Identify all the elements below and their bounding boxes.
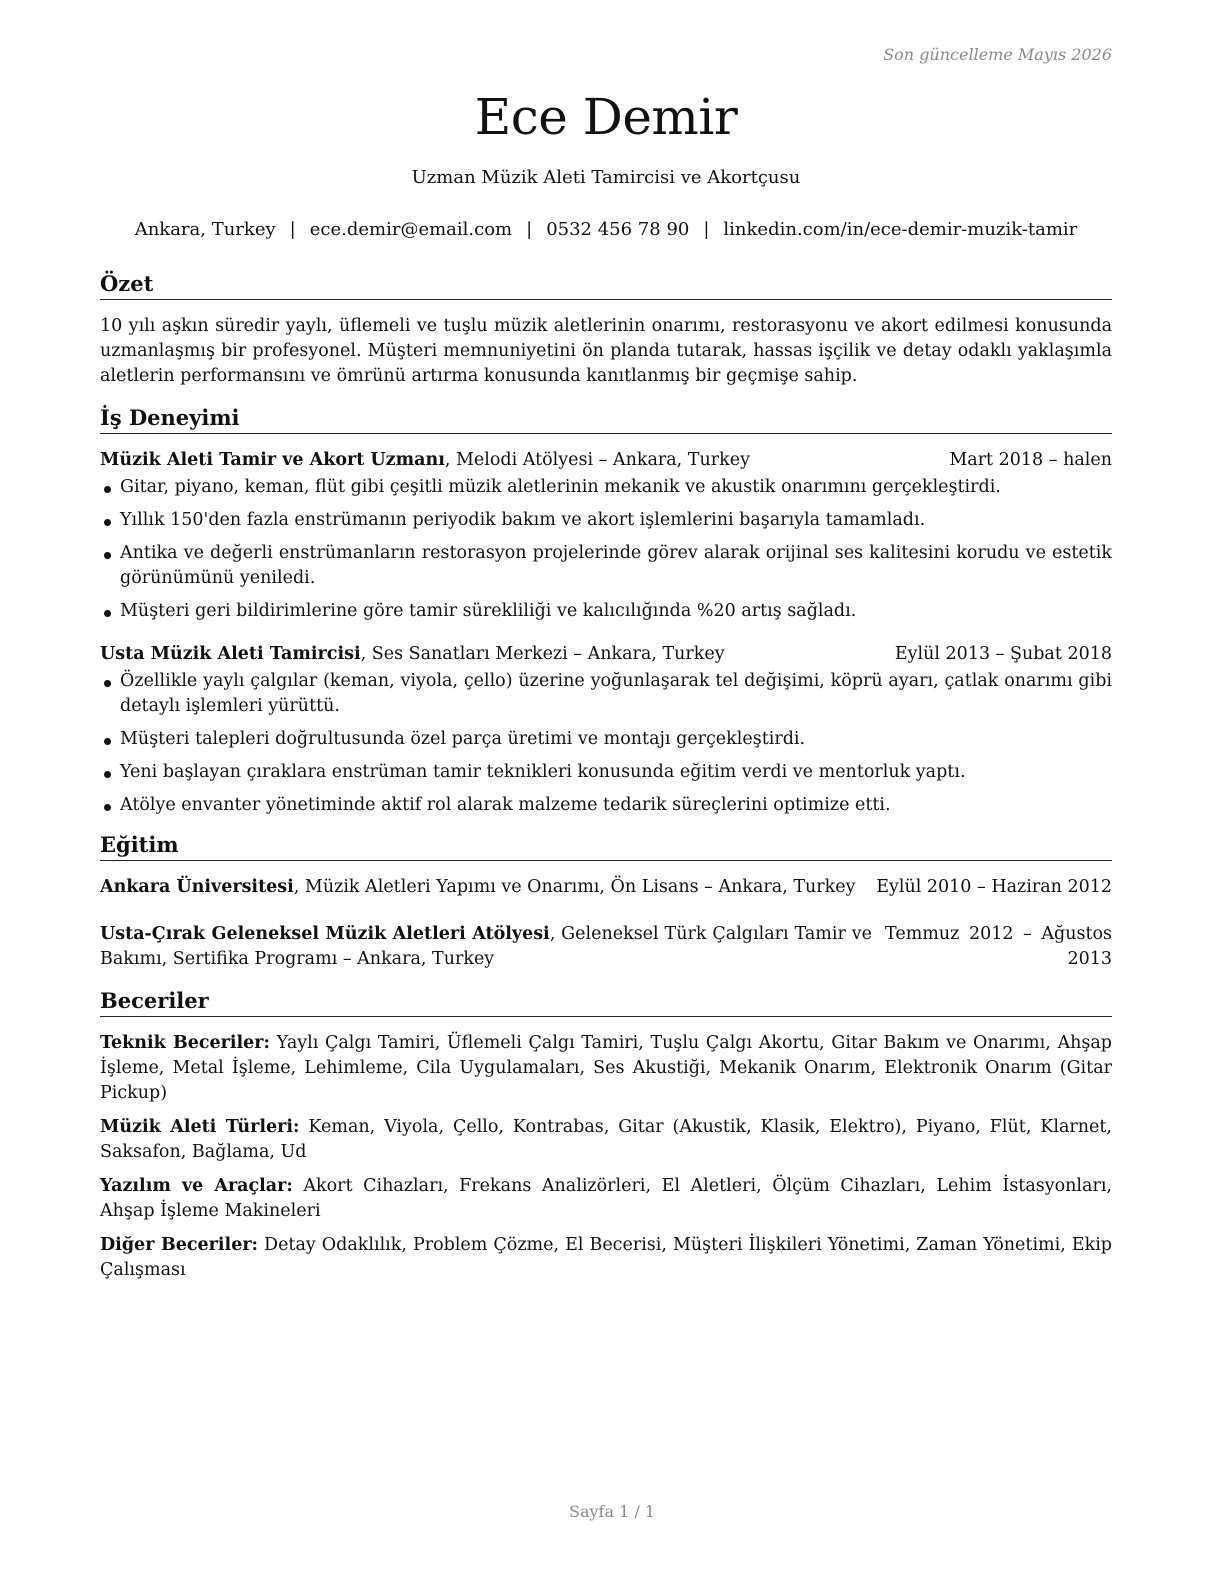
contact-separator: |	[289, 219, 296, 240]
job-dates: Mart 2018 – halen	[949, 450, 1112, 470]
job-place: , Ses Sanatları Merkezi – Ankara, Turkey	[360, 644, 725, 664]
skill-group	[100, 1031, 1112, 1106]
education-dates: Temmuz 2012 – Ağustos 2013	[885, 924, 1112, 969]
skill-text: Akort Cihazları, Frekans Analizörleri, El Aletleri, Ölçüm Cihazları, Lehim İstasyonları, Ahşap İşleme Makineleri	[100, 1176, 1112, 1221]
job-header	[100, 642, 1112, 667]
skill-label: Diğer Beceriler:	[100, 1235, 259, 1255]
education-detail: , Müzik Aletleri Yapımı ve Onarımı, Ön Lisans – Ankara, Turkey	[293, 877, 856, 897]
skill-group	[100, 1115, 1112, 1165]
summary-text: 10 yılı aşkın süredir yaylı, üflemeli ve tuşlu müzik aletlerinin onarımı, restorasyonu ve akort edilmesi konusunda uzmanlaşmış bir profesyonel. Müşteri memnuniyetini ön planda tutarak, hassas işçilik ve detay odaklı yaklaşımla aletlerin performansını ve ömrünü artırma konusunda kanıtlanmış bir geçmişe sahip.	[100, 316, 1112, 386]
bullet-icon	[104, 804, 111, 811]
list-item	[100, 541, 1112, 591]
list-item	[100, 727, 1112, 752]
bullet-icon	[104, 486, 111, 493]
last-updated: Son güncelleme Mayıs 2026	[883, 45, 1112, 64]
bullet-icon	[104, 610, 111, 617]
skill-label: Müzik Aleti Türleri:	[100, 1117, 300, 1137]
contact-email[interactable]: ece.demir@email.com	[309, 219, 513, 240]
skill-text: Keman, Viyola, Çello, Kontrabas, Gitar (Akustik, Klasik, Elektro), Piyano, Flüt, Klarnet, Saksafon, Bağlama, Ud	[100, 1117, 1112, 1162]
candidate-name: Ece Demir	[474, 88, 738, 146]
skill-group	[100, 1233, 1112, 1283]
bullet-icon	[104, 680, 111, 687]
bullet-text: Atölye envanter yönetiminde aktif rol alarak malzeme tedarik süreçlerini optimize etti.	[120, 795, 891, 815]
education-school: Ankara Üniversitesi	[100, 877, 294, 897]
bullet-text: Antika ve değerli enstrümanların restorasyon projelerinde görev alarak orijinal ses kalitesini korudu ve estetik görünümünü yeniledi.	[120, 543, 1112, 588]
education-dates: Eylül 2010 – Haziran 2012	[876, 877, 1112, 897]
section-heading-experience: İş Deneyimi	[100, 403, 1112, 434]
contact-location: Ankara, Turkey	[134, 219, 276, 240]
job-bullets	[100, 475, 1112, 624]
list-item	[100, 599, 1112, 624]
page-number: Sayfa 1 / 1	[568, 1502, 655, 1521]
bullet-text: Müşteri talepleri doğrultusunda özel parça üretimi ve montajı gerçekleştirdi.	[120, 729, 806, 749]
job-role: Müzik Aleti Tamir ve Akort Uzmanı	[100, 450, 445, 470]
contact-phone[interactable]: 0532 456 78 90	[546, 219, 690, 240]
list-item	[100, 793, 1112, 818]
bullet-text: Müşteri geri bildirimlerine göre tamir sürekliliği ve kalıcılığında %20 artış sağladı.	[120, 601, 857, 621]
education-entry	[100, 922, 1112, 972]
list-item	[100, 669, 1112, 719]
job-entry	[100, 448, 1112, 624]
skill-group	[100, 1174, 1112, 1224]
section-heading-education: Eğitim	[100, 830, 1112, 861]
resume-page	[100, 0, 1112, 1584]
bullet-icon	[104, 519, 111, 526]
education-entry	[100, 875, 1112, 900]
section-heading-skills: Beceriler	[100, 986, 1112, 1017]
job-entry	[100, 642, 1112, 818]
contact-separator: |	[526, 219, 533, 240]
section-heading-summary: Özet	[100, 269, 1112, 300]
skill-text: Yaylı Çalgı Tamiri, Üflemeli Çalgı Tamiri, Tuşlu Çalgı Akortu, Gitar Bakım ve Onarımı, Ahşap İşleme, Metal İşleme, Lehimleme, Cila Uygulamaları, Ses Akustiği, Mekanik Onarım, Elektronik Onarım (Gitar Pickup)	[100, 1033, 1112, 1103]
bullet-icon	[104, 738, 111, 745]
skill-label: Yazılım ve Araçlar:	[100, 1176, 293, 1196]
candidate-title: Uzman Müzik Aleti Tamircisi ve Akortçusu	[411, 167, 801, 188]
job-dates: Eylül 2013 – Şubat 2018	[894, 644, 1112, 664]
resume-content	[100, 269, 1112, 1292]
list-item	[100, 760, 1112, 785]
bullet-text: Yıllık 150'den fazla enstrümanın periyodik bakım ve akort işlemlerini başarıyla tamamladı.	[120, 510, 926, 530]
bullet-text: Yeni başlayan çıraklara enstrüman tamir teknikleri konusunda eğitim verdi ve mentorluk yaptı.	[120, 762, 966, 782]
skill-text: Detay Odaklılık, Problem Çözme, El Becerisi, Müşteri İlişkileri Yönetimi, Zaman Yönetimi, Ekip Çalışması	[100, 1235, 1112, 1280]
bullet-text: Gitar, piyano, keman, flüt gibi çeşitli müzik aletlerinin mekanik ve akustik onarımını gerçekleştirdi.	[120, 477, 1001, 497]
job-header	[100, 448, 1112, 473]
list-item	[100, 475, 1112, 500]
bullet-icon	[104, 552, 111, 559]
job-role: Usta Müzik Aleti Tamircisi	[100, 644, 361, 664]
job-bullets	[100, 669, 1112, 818]
skill-label: Teknik Beceriler:	[100, 1033, 270, 1053]
job-place: , Melodi Atölyesi – Ankara, Turkey	[444, 450, 750, 470]
education-school: Usta-Çırak Geleneksel Müzik Aletleri Atölyesi	[100, 924, 550, 944]
bullet-text: Özellikle yaylı çalgılar (keman, viyola, çello) üzerine yoğunlaşarak tel değişimi, köprü ayarı, çatlak onarımı gibi detaylı işlemleri yürüttü.	[120, 671, 1112, 716]
contact-line	[100, 219, 1112, 240]
bullet-icon	[104, 771, 111, 778]
list-item	[100, 508, 1112, 533]
education-detail: , Geleneksel Türk Çalgıları Tamir ve Bakımı, Sertifika Programı – Ankara, Turkey	[100, 924, 872, 969]
contact-linkedin[interactable]: linkedin.com/in/ece-demir-muzik-tamir	[723, 219, 1078, 240]
contact-separator: |	[703, 219, 710, 240]
